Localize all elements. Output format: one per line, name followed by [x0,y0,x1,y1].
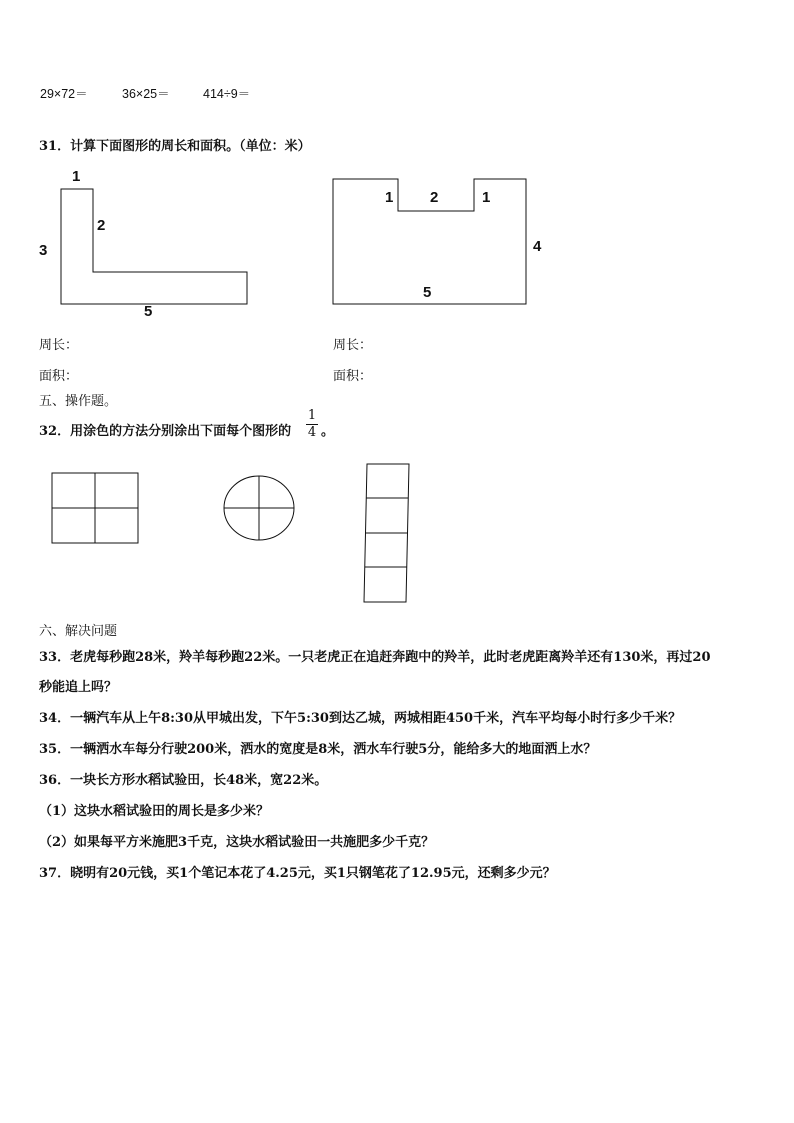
shape2-label-bottom: 5 [423,284,432,301]
q31-title: 31．计算下面图形的周长和面积。（单位：米） [39,139,311,154]
q32-fraction-denominator: 4 [307,425,317,440]
shape1-label-top: 1 [72,168,81,185]
q36-sub-1: （1）这块水稻试验田的周长是多少米？ [39,804,270,819]
q37-text: 37．晓明有20元钱，买1个笔记本花了4.25元，买1只钢笔花了12.95元，还剩多少元？ [39,866,556,881]
shape1-label-inner: 2 [97,217,106,234]
arith-item-2: 36×25＝ [122,87,170,101]
q32-prefix: 32．用涂色的方法分别涂出下面每个图形的 [39,424,292,439]
q34-text: 34．一辆汽车从上午8:30从甲城出发，下午5:30到达乙城，两城相距450千米，汽车平均每小时行多少千米？ [39,711,682,726]
shape1-label-bottom: 5 [144,303,153,320]
q33-line-2: 秒能追上吗？ [39,680,118,695]
shape1-label-left: 3 [39,242,48,259]
q33-line-1: 33．老虎每秒跑28米，羚羊每秒跑22米。一只老虎正在追赶奔跑中的羚羊，此时老虎距离羚羊还有130米，再过20 [39,650,711,665]
q32-suffix: 。 [321,424,335,439]
shape2-label-notch: 2 [430,189,439,206]
shape2-label-left-notch: 1 [385,189,394,206]
shape2-label-right-notch: 1 [482,189,491,206]
area-label-1: 面积： [39,369,79,384]
arith-item-3: 414÷9＝ [203,87,251,101]
area-label-2: 面积： [333,369,373,384]
q32-fraction-numerator: 1 [307,408,317,423]
q36-text: 36．一块长方形水稻试验田，长48米，宽22米。 [39,773,328,788]
perimeter-label-1: 周长： [39,338,79,353]
q36-sub-2: （2）如果每平方米施肥3千克，这块水稻试验田一共施肥多少千克？ [39,835,435,850]
shape2-label-right: 4 [533,238,542,255]
section6-heading: 六、解决问题 [39,624,118,639]
section5-heading: 五、操作题。 [39,394,118,409]
perimeter-label-2: 周长： [333,338,373,353]
q35-text: 35．一辆洒水车每分行驶200米，洒水的宽度是8米，洒水车行驶5分，能给多大的地面洒上水？ [39,742,597,757]
arith-item-1: 29×72＝ [40,87,88,101]
